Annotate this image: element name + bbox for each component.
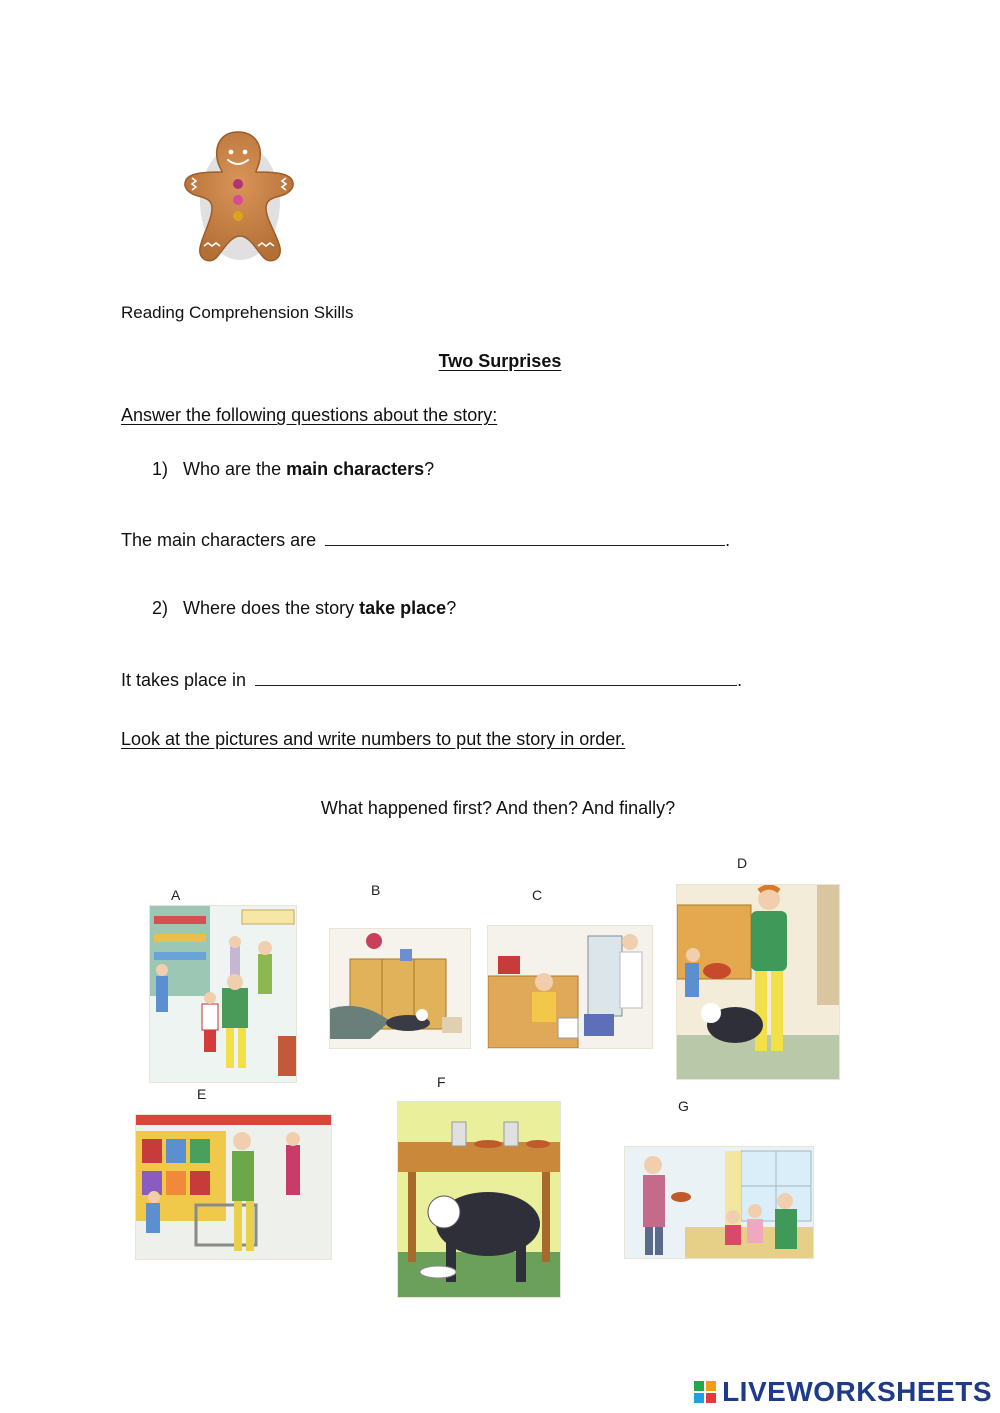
question-keyword: main characters [286, 459, 425, 479]
picture-label-c: C [532, 887, 543, 903]
answer-prefix: It takes place in [121, 670, 247, 690]
picture-f-dog-under-table [397, 1101, 561, 1298]
question-number: 2) [152, 598, 169, 618]
liveworksheets-logo [694, 1376, 992, 1408]
ordering-prompt: What happened first? And then? And finally? [320, 798, 676, 818]
worksheet-subtitle: Reading Comprehension Skills [121, 303, 354, 322]
question-number: 1) [152, 459, 169, 479]
picture-a-supermarket [149, 905, 297, 1083]
picture-g-family-living-room [624, 1146, 814, 1259]
answer-prefix: The main characters are [121, 530, 317, 550]
question-text: Who are the [183, 459, 287, 479]
picture-label-g: G [678, 1098, 689, 1114]
liveworksheets-brand-text: LIVEWORKSHEETS [722, 1376, 992, 1407]
gingerbread-man-image [176, 128, 300, 268]
picture-label-e: E [197, 1086, 207, 1102]
picture-d-father-with-dog [676, 884, 840, 1080]
picture-e-shopping-cart [135, 1114, 332, 1260]
question-1 [152, 458, 434, 480]
question-mark: ? [446, 598, 457, 618]
picture-label-f: F [437, 1074, 446, 1090]
question-mark: ? [424, 459, 435, 479]
answer-1-blank[interactable] [325, 527, 725, 546]
picture-label-d: D [737, 855, 748, 871]
question-text: Where does the story [183, 598, 360, 618]
answer-suffix: . [737, 670, 743, 690]
liveworksheets-logo-icon [694, 1381, 716, 1403]
picture-b-kitchen-mess [329, 928, 471, 1049]
question-2 [152, 597, 456, 619]
picture-c-kitchen-unpacking [487, 925, 653, 1049]
picture-label-b: B [371, 882, 381, 898]
questions-instruction: Answer the following questions about the story: [121, 405, 498, 425]
picture-label-a: A [171, 887, 181, 903]
answer-2-blank[interactable] [255, 667, 737, 686]
answer-2-line [121, 667, 742, 691]
ordering-instruction: Look at the pictures and write numbers to put the story in order. [121, 729, 626, 749]
answer-1-line [121, 527, 730, 551]
answer-suffix: . [725, 530, 731, 550]
question-keyword: take place [359, 598, 447, 618]
story-title: Two Surprises [438, 351, 562, 371]
